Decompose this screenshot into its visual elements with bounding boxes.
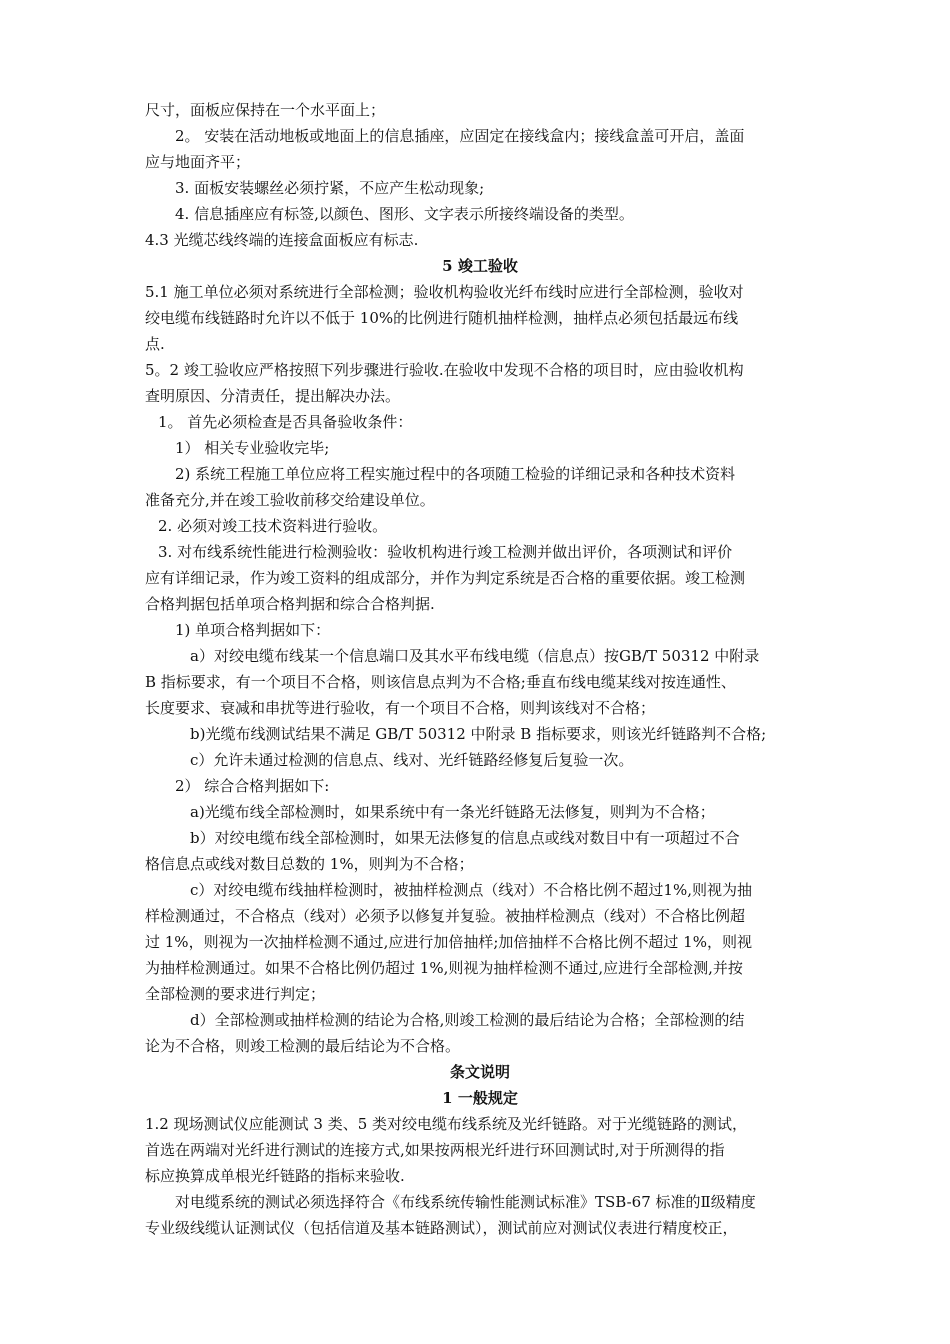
text-line: 1。 首先必须检查是否具备验收条件： [158,413,413,431]
text-line: b)光缆布线测试结果不满足 GB/T 50312 中附录 B 指标要求，则该光纤链路判不合格; [190,725,767,743]
text-line: 标应换算成单根光纤链路的指标来验收. [145,1167,405,1185]
text-line: a)光缆布线全部检测时，如果系统中有一条光纤链路无法修复，则判为不合格； [190,803,715,821]
text-line: 准备充分,并在竣工验收前移交给建设单位。 [145,491,435,509]
text-line: 1） 相关专业验收完毕; [175,439,330,457]
text-line: 论为不合格，则竣工检测的最后结论为不合格。 [145,1037,461,1055]
text-line: 应有详细记录，作为竣工资料的组成部分，并作为判定系统是否合格的重要依据。竣工检测 [145,569,746,587]
text-line: 应与地面齐平； [145,153,251,171]
text-line: B 指标要求，有一个项目不合格，则该信息点判为不合格;垂直布线电缆某线对按连通性、 [145,673,736,691]
text-line: 2) 系统工程施工单位应将工程实施过程中的各项随工检验的详细记录和各种技术资料 [175,465,736,483]
text-line: 2。 安装在活动地板或地面上的信息插座，应固定在接线盒内；接线盒盖可开启，盖面 [175,127,745,145]
text-line: 5.1 施工单位必须对系统进行全部检测；验收机构验收光纤布线时应进行全部检测，验收对 [145,283,744,301]
text-line: 3. 对布线系统性能进行检测验收：验收机构进行竣工检测并做出评价，各项测试和评价 [158,543,733,561]
text-line: 全部检测的要求进行判定； [145,985,326,1003]
text-line: d）全部检测或抽样检测的结论为合格,则竣工检测的最后结论为合格；全部检测的结 [190,1011,745,1029]
section-heading: 4.3 光缆芯线终端的连接盒面板应有标志. [145,231,419,249]
text-line: 1.2 现场测试仪应能测试 3 类、5 类对绞电缆布线系统及光纤链路。对于光缆链路的测试， [145,1115,748,1133]
text-line: 点. [145,335,165,353]
text-line: 合格判据包括单项合格判据和综合合格判据. [145,595,435,613]
text-line: 样检测通过，不合格点（线对）必须予以修复并复验。被抽样检测点（线对）不合格比例超 [145,907,746,925]
section-title: 5 竣工验收 [442,257,518,275]
text-line: 绞电缆布线链路时允许以不低于 10%的比例进行随机抽样检测，抽样点必须包括最远布线 [145,309,739,327]
text-line: 3. 面板安装螺丝必须拧紧，不应产生松动现象; [175,179,485,197]
text-line: b）对绞电缆布线全部检测时，如果无法修复的信息点或线对数目中有一项超过不合 [190,829,740,847]
text-line: 格信息点或线对数目总数的 1%，则判为不合格； [145,855,474,873]
text-line: c）允许未通过检测的信息点、线对、光纤链路经修复后复验一次。 [190,751,634,769]
text-line: 4. 信息插座应有标签,以颜色、图形、文字表示所接终端设备的类型。 [175,205,634,223]
text-line: 为抽样检测通过。如果不合格比例仍超过 1%,则视为抽样检测不通过,应进行全部检测,并按 [145,959,743,977]
text-line: 过 1%，则视为一次抽样检测不通过,应进行加倍抽样;加倍抽样不合格比例不超过 1%，则视 [145,933,752,951]
text-line: c）对绞电缆布线抽样检测时，被抽样检测点（线对）不合格比例不超过1%,则视为抽 [190,881,752,899]
heading-explanation: 条文说明 [449,1063,510,1081]
text-line: 尺寸，面板应保持在一个水平面上； [145,101,386,119]
text-line: 对电缆系统的测试必须选择符合《布线系统传输性能测试标准》TSB-67 标准的Ⅱ级精度 [175,1193,756,1211]
text-line: 1) 单项合格判据如下： [175,621,331,639]
text-line: 2. 必须对竣工技术资料进行验收。 [158,517,388,535]
heading-general: 1 一般规定 [442,1089,518,1107]
text-line: 5。2 竣工验收应严格按照下列步骤进行验收.在验收中发现不合格的项目时，应由验收机构 [145,361,744,379]
text-line: 查明原因、分清责任，提出解决办法。 [145,387,401,405]
text-line: 2） 综合合格判据如下: [175,777,330,795]
text-line: 首选在两端对光纤进行测试的连接方式,如果按两根光纤进行环回测试时,对于所测得的指 [145,1141,725,1159]
text-line: a）对绞电缆布线某一个信息端口及其水平布线电缆（信息点）按GB/T 50312 中附录 [190,647,760,665]
text-line: 长度要求、衰减和串扰等进行验收，有一个项目不合格，则判该线对不合格； [145,699,656,717]
text-line: 专业级线缆认证测试仪（包括信道及基本链路测试），测试前应对测试仪表进行精度校正， [145,1219,738,1237]
